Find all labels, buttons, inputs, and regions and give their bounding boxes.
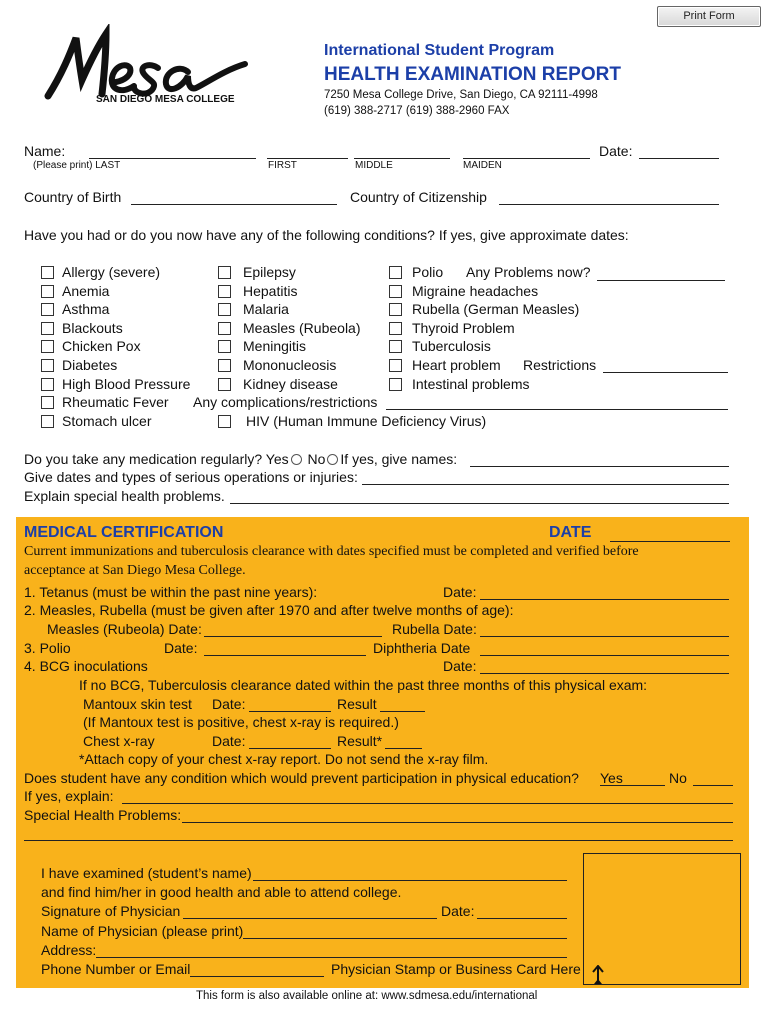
last-label: (Please print) LAST (33, 160, 121, 171)
col1-checkbox-6[interactable] (41, 378, 54, 391)
col3-condition-label: Migraine headaches (412, 282, 539, 299)
col3-checkbox-5[interactable] (389, 359, 402, 372)
col3-condition-label: Heart problem (412, 357, 501, 373)
col1-checkbox-1[interactable] (41, 285, 54, 298)
col3-condition-label: Polio (412, 264, 444, 280)
col2-condition-label: Mononucleosis (243, 357, 337, 373)
pe-yes-field[interactable] (600, 785, 665, 786)
cert-date-label: DATE (549, 524, 592, 541)
col1-condition-label: High Blood Pressure (62, 375, 191, 392)
medication-row (24, 452, 457, 466)
bcg-date-field[interactable] (480, 673, 729, 674)
country-birth-label: Country of Birth (24, 189, 122, 205)
pe-no-field[interactable] (693, 785, 733, 786)
col3-checkbox-2[interactable] (389, 303, 402, 316)
cert-date-field[interactable] (610, 541, 730, 542)
col3-checkbox-1[interactable] (389, 285, 402, 298)
no-label: No (307, 451, 326, 467)
student-name-field[interactable] (253, 880, 567, 881)
special-problems-label: Explain special health problems. (24, 488, 225, 504)
phone-field[interactable] (190, 976, 324, 977)
col1-checkbox-7[interactable] (41, 396, 54, 409)
maiden-name-field[interactable] (463, 158, 590, 159)
maiden-label: MAIDEN (463, 160, 502, 171)
middle-name-field[interactable] (354, 158, 450, 159)
tetanus-label: 1. Tetanus (must be within the past nine years): (24, 584, 318, 600)
special-health-field[interactable] (182, 822, 733, 823)
cert-intro-1: Current immunizations and tuberculosis clearance with dates specified must be completed and verified before (24, 544, 639, 559)
no-bcg-label: If no BCG, Tuberculosis clearance dated within the past three months of this physical exam: (79, 677, 648, 693)
col2-condition-label: Epilepsy (243, 264, 296, 280)
any-problems-label: Any Problems now? (466, 264, 591, 280)
col3-condition-label: Intestinal problems (412, 375, 530, 392)
arrow-up-icon (591, 965, 605, 985)
mantoux-date-label: Date: (212, 696, 246, 712)
phone-label: Phone Number or Email (41, 961, 191, 977)
no-radio[interactable] (327, 454, 338, 465)
col2-condition-label: Kidney disease (243, 375, 338, 392)
program-title: International Student Program (324, 42, 555, 59)
col1-condition-label: Stomach ulcer (62, 412, 152, 429)
col2-condition-label: Meningitis (243, 338, 307, 355)
col3-checkbox-6[interactable] (389, 378, 402, 391)
col1-condition-label: Allergy (severe) (62, 264, 161, 280)
bcg-date-label: Date: (443, 658, 477, 674)
any-problems-field[interactable] (597, 280, 725, 281)
restrictions-field[interactable] (603, 372, 728, 373)
last-name-field[interactable] (89, 158, 256, 159)
country-citizen-label: Country of Citizenship (350, 189, 487, 205)
date-label: Date: (599, 143, 633, 159)
chest-xray-label: Chest x-ray (83, 733, 155, 749)
phone: (619) 388-2717 (619) 388-2960 FAX (324, 105, 510, 117)
country-birth-field[interactable] (131, 204, 337, 205)
signature-date-label: Date: (441, 903, 475, 919)
col1-checkbox-2[interactable] (41, 303, 54, 316)
address-field[interactable] (96, 957, 567, 958)
col3-condition-label: Thyroid Problem (412, 319, 515, 336)
col1-checkbox-8[interactable] (41, 415, 54, 428)
tetanus-date-field[interactable] (480, 599, 729, 600)
hiv-checkbox[interactable] (218, 415, 231, 428)
special-health-label: Special Health Problems: (24, 807, 182, 823)
col2-condition-label: Malaria (243, 301, 289, 318)
signature-field[interactable] (183, 918, 437, 919)
physician-stamp-box[interactable] (583, 853, 741, 985)
signature-date-field[interactable] (477, 918, 567, 919)
col1-condition-label: Blackouts (62, 319, 123, 336)
complications-label: Any complications/restrictions (193, 394, 378, 410)
good-health-text: and find him/her in good health and able to attend college. (41, 884, 402, 900)
college-name: SAN DIEGO MESA COLLEGE (96, 94, 235, 105)
measles-date-field[interactable] (204, 636, 382, 637)
diphtheria-date-field[interactable] (480, 655, 729, 656)
physician-name-label: Name of Physician (please print) (41, 923, 244, 939)
bcg-label: 4. BCG inoculations (24, 658, 148, 674)
col1-checkbox-0[interactable] (41, 266, 54, 279)
mantoux-note: (If Mantoux test is positive, chest x-ray is required.) (83, 714, 399, 730)
cert-title: MEDICAL CERTIFICATION (24, 524, 224, 541)
col2-checkbox-5[interactable] (218, 359, 231, 372)
operations-field[interactable] (362, 484, 729, 485)
col2-checkbox-6[interactable] (218, 378, 231, 391)
diphtheria-date-label: Diphtheria Date (373, 640, 471, 656)
first-label: FIRST (268, 160, 297, 171)
mantoux-label: Mantoux skin test (83, 696, 192, 712)
col3-condition-label: Tuberculosis (412, 338, 491, 355)
col3-checkbox-3[interactable] (389, 322, 402, 335)
col1-condition-label: Rheumatic Fever (62, 394, 169, 411)
chest-date-field[interactable] (249, 748, 331, 749)
yes-radio[interactable] (291, 454, 302, 465)
signature-label: Signature of Physician (41, 903, 181, 919)
measles-rubella-label: 2. Measles, Rubella (must be given after 1970 and after twelve months of age): (24, 602, 514, 618)
attach-note: *Attach copy of your chest x-ray report. Do not send the x-ray film. (79, 751, 489, 767)
col3-condition-label: Rubella (German Measles) (412, 301, 580, 318)
names-label: If yes, give names: (340, 451, 458, 467)
col1-condition-label: Anemia (62, 282, 110, 299)
special-health-field-2[interactable] (24, 840, 733, 841)
col2-checkbox-0[interactable] (218, 266, 231, 279)
medication-question: Do you take any medication regularly? Yes (24, 451, 289, 467)
medication-names-field[interactable] (470, 466, 729, 467)
examined-label: I have examined (student’s name) (41, 865, 252, 881)
col1-condition-label: Asthma (62, 301, 110, 318)
restrictions-label: Restrictions (523, 357, 597, 373)
middle-label: MIDDLE (355, 160, 393, 171)
complications-field[interactable] (386, 409, 728, 410)
pe-no-label: No (669, 770, 687, 786)
hiv-label: HIV (Human Immune Deficiency Virus) (246, 413, 487, 429)
address: 7250 Mesa College Drive, San Diego, CA 92111-4998 (324, 89, 598, 101)
chest-result-label: Result* (337, 733, 383, 749)
polio-date-label: Date: (164, 640, 198, 656)
print-form-button[interactable]: Print Form (657, 6, 761, 27)
explain-field[interactable] (122, 803, 733, 804)
col2-checkbox-1[interactable] (218, 285, 231, 298)
name-label: Name: (24, 143, 66, 159)
mantoux-result-field[interactable] (380, 711, 425, 712)
cert-intro-2: acceptance at San Diego Mesa College. (24, 563, 246, 578)
date-field[interactable] (639, 158, 719, 159)
tetanus-date-label: Date: (443, 584, 477, 600)
rubella-date-field[interactable] (480, 636, 729, 637)
stamp-label: Physician Stamp or Business Card Here (331, 961, 581, 977)
rubella-date-label: Rubella Date: (392, 621, 477, 637)
mantoux-date-field[interactable] (249, 711, 331, 712)
mantoux-result-label: Result (337, 696, 377, 712)
col1-checkbox-5[interactable] (41, 359, 54, 372)
polio-date-field[interactable] (204, 655, 366, 656)
chest-date-label: Date: (212, 733, 246, 749)
col1-checkbox-4[interactable] (41, 340, 54, 353)
col2-condition-label: Measles (Rubeola) (243, 319, 361, 336)
col3-checkbox-0[interactable] (389, 266, 402, 279)
country-citizen-field[interactable] (499, 204, 719, 205)
explain-label: If yes, explain: (24, 788, 114, 804)
col2-checkbox-4[interactable] (218, 340, 231, 353)
col3-checkbox-4[interactable] (389, 340, 402, 353)
footer-note: This form is also available online at: www.sdmesa.edu/international (196, 990, 538, 1002)
col2-checkbox-3[interactable] (218, 322, 231, 335)
pe-yes-label: Yes (600, 770, 623, 786)
measles-date-label: Measles (Rubeola) Date: (47, 621, 202, 637)
col1-condition-label: Chicken Pox (62, 338, 141, 355)
report-title: HEALTH EXAMINATION REPORT (324, 64, 621, 85)
col1-checkbox-3[interactable] (41, 322, 54, 335)
physician-name-field[interactable] (243, 938, 567, 939)
first-name-field[interactable] (267, 158, 348, 159)
col2-checkbox-2[interactable] (218, 303, 231, 316)
chest-result-field[interactable] (385, 748, 422, 749)
col2-condition-label: Hepatitis (243, 282, 298, 299)
conditions-question: Have you had or do you now have any of the following conditions? If yes, give approximate dates: (24, 227, 629, 243)
col1-condition-label: Diabetes (62, 357, 118, 373)
special-problems-field[interactable] (230, 503, 729, 504)
operations-label: Give dates and types of serious operations or injuries: (24, 469, 358, 485)
pe-question: Does student have any condition which would prevent participation in physical education? (24, 770, 579, 786)
polio-label: 3. Polio (24, 640, 71, 656)
address-label: Address: (41, 942, 97, 958)
